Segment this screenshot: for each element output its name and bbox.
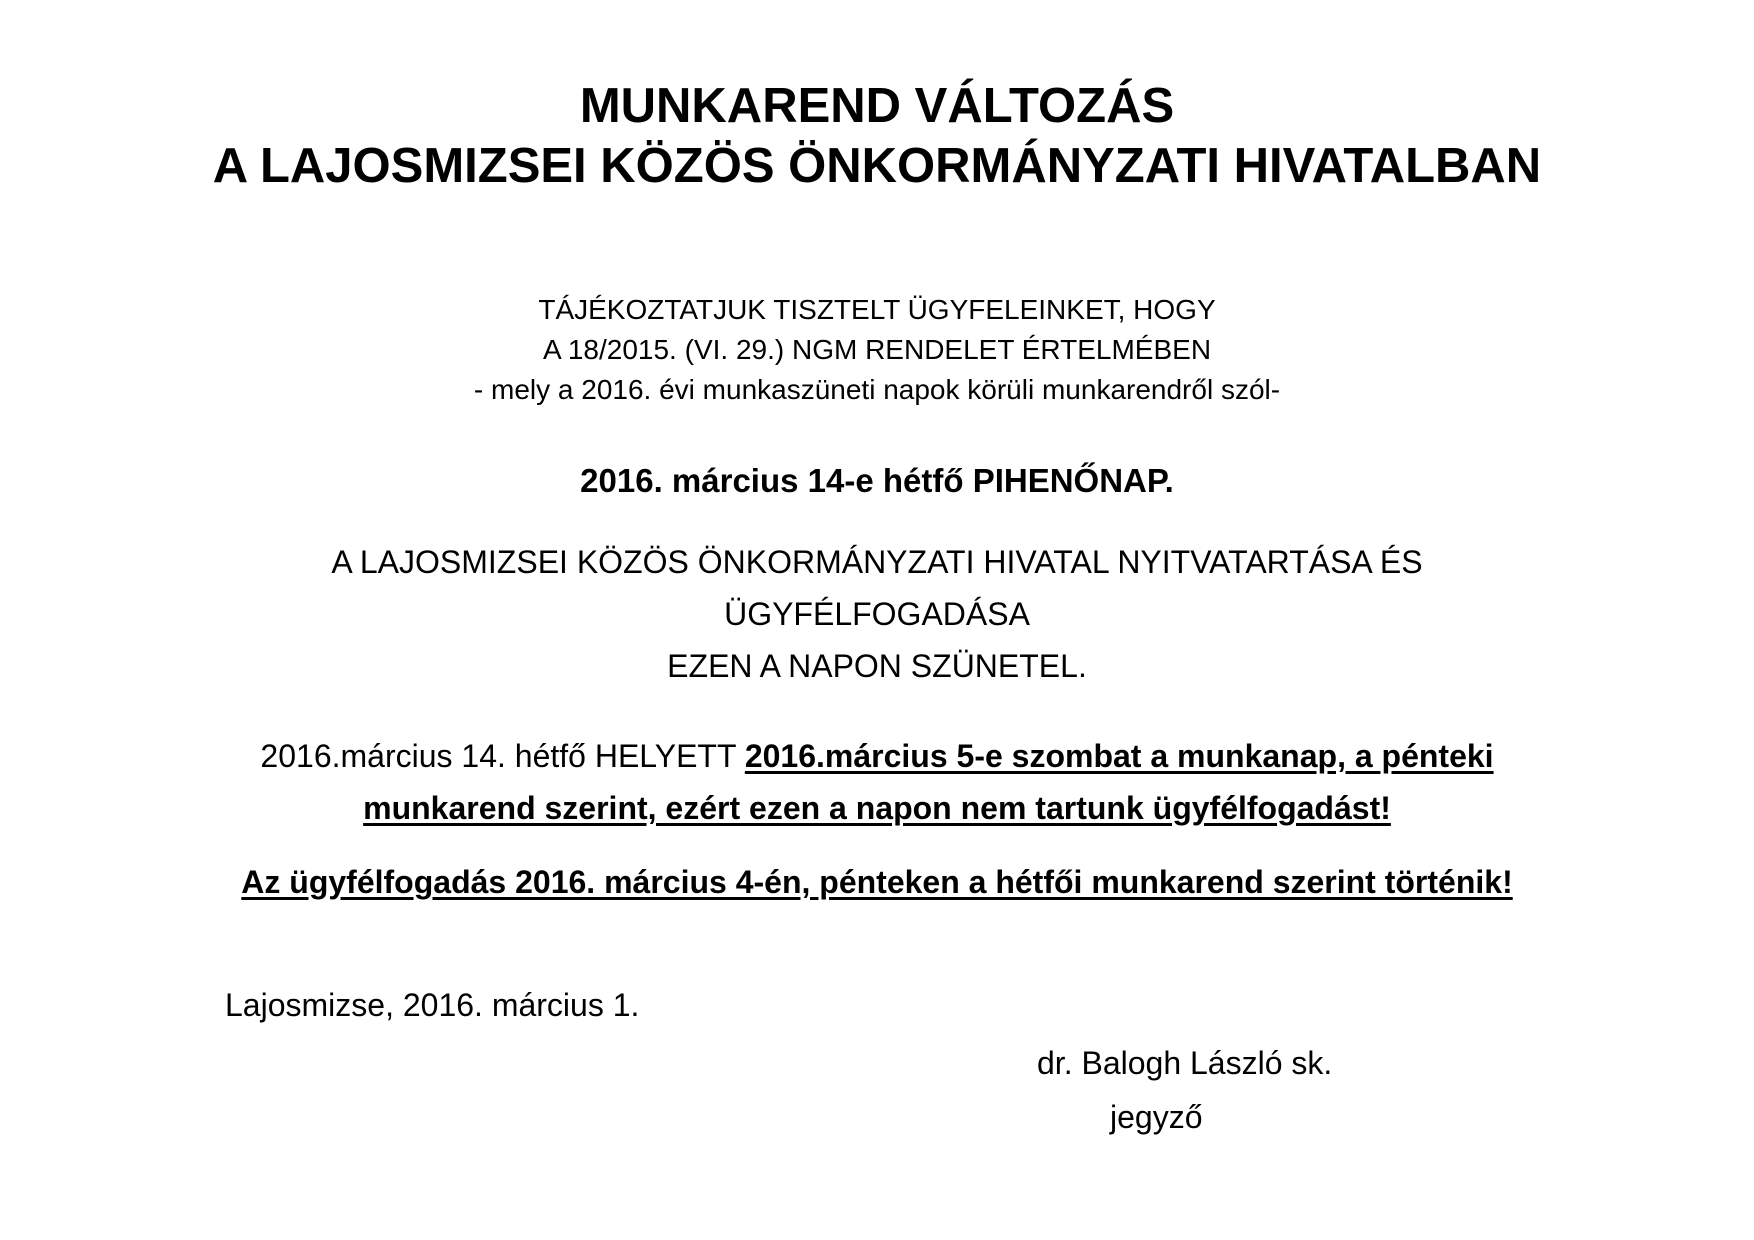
workday-line-2 xyxy=(0,782,1754,834)
closure-line-2: ÜGYFÉLFOGADÁSA xyxy=(724,596,1030,632)
place-date: Lajosmizse, 2016. március 1. xyxy=(225,987,640,1023)
reception-statement: Az ügyfélfogadás 2016. március 4-én, pénteken a hétfői munkarend szerint történik! xyxy=(241,864,1513,900)
workday-emphasis-1: 2016.március 5-e szombat a munkanap, a pénteki xyxy=(744,738,1494,774)
restday-statement: 2016. március 14-e hétfő PIHENŐNAP. xyxy=(580,462,1174,499)
closure-line-1: A LAJOSMIZSEI KÖZÖS ÖNKORMÁNYZATI HIVATAL NYITVATARTÁSA ÉS xyxy=(331,544,1423,580)
intro-line-1: TÁJÉKOZTATJUK TISZTELT ÜGYFELEINKET, HOGY xyxy=(538,294,1216,325)
closure-line-3: EZEN A NAPON SZÜNETEL. xyxy=(667,648,1087,684)
workday-emphasis-2: munkarend szerint, ezért ezen a napon nem tartunk ügyfélfogadást! xyxy=(363,790,1391,826)
workday-line-1 xyxy=(0,730,1754,782)
signature-name: dr. Balogh László sk. xyxy=(1037,1045,1333,1081)
reception-line xyxy=(0,856,1754,908)
heading-line-2: A LAJOSMIZSEI KÖZÖS ÖNKORMÁNYZATI HIVATALBAN xyxy=(212,139,1542,193)
signature-title: jegyző xyxy=(1110,1099,1203,1135)
intro-line-2: A 18/2015. (VI. 29.) NGM RENDELET ÉRTELMÉBEN xyxy=(542,334,1212,365)
heading-line-1: MUNKAREND VÁLTOZÁS xyxy=(579,79,1175,133)
intro-line-3: - mely a 2016. évi munkaszüneti napok körüli munkarendről szól- xyxy=(473,374,1281,405)
workday-prefix: 2016.március 14. hétfő HELYETT xyxy=(260,738,745,774)
